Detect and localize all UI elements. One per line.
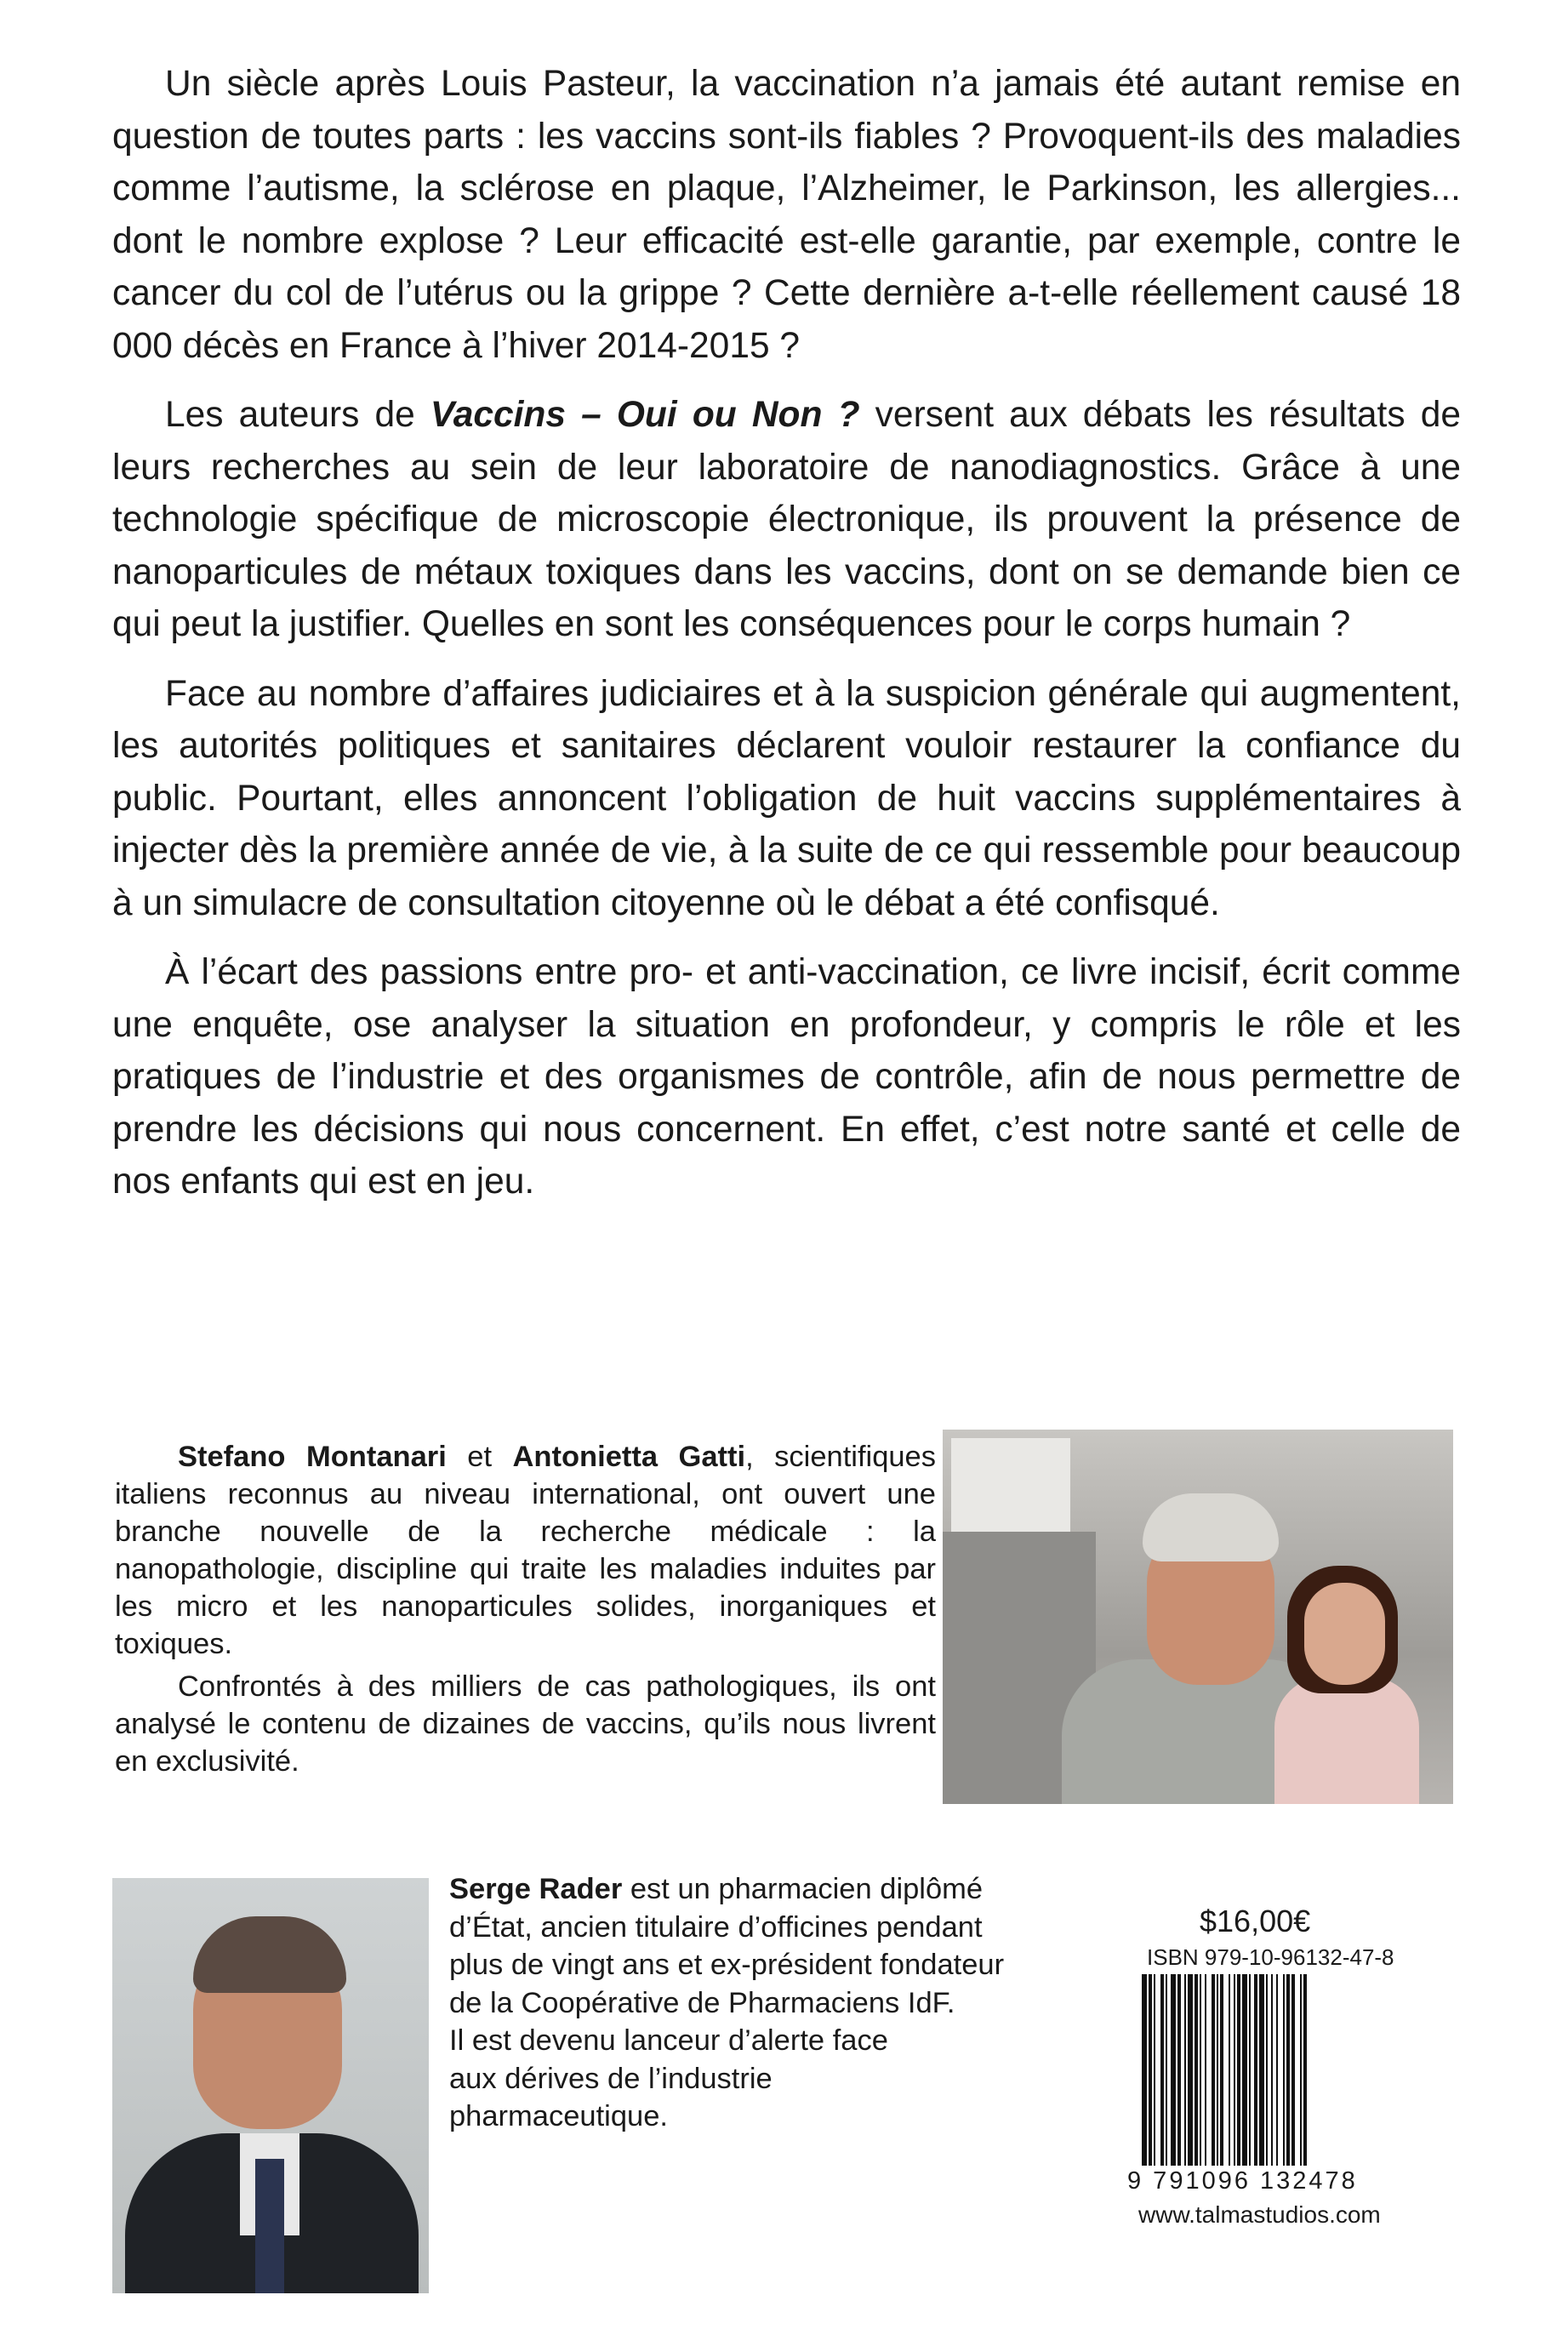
- authors-bio-paragraph-2: Confrontés à des milliers de cas pathologiques, ils ont analysé le contenu de dizaines de vaccins, qu’ils nous livrent en exclusivité.: [115, 1670, 936, 1778]
- author-name-1: Stefano Montanari: [178, 1441, 447, 1473]
- rader-bio-line-6: aux dérives de l’industrie: [449, 2062, 773, 2095]
- paragraph-2-start: Les auteurs de: [165, 395, 430, 435]
- website: www.talmastudios.com: [1138, 2201, 1381, 2228]
- isbn: ISBN 979-10-96132-47-8: [1147, 1944, 1394, 1970]
- rader-bio-line-3: plus de vingt ans et ex-président fondateur: [449, 1949, 1005, 1981]
- paragraph-2-end: versent aux débats les résultats de leurs recherches au sein de leur laboratoire de nanodiagnostics. Grâce à une technologie spécifique de microscopie électronique, ils prouvent la présence de nanoparticules de métaux toxiques dans les vaccins, dont on se demande bien ce qui peut la justifier. Quelles en sont les conséquences pour le corps humain ?: [112, 395, 1461, 644]
- authors-bio-paragraph-1: [115, 1438, 936, 1663]
- author-name-2: Antonietta Gatti: [512, 1441, 746, 1473]
- paragraph-1: Un siècle après Louis Pasteur, la vaccination n’a jamais été autant remise en question de toutes parts : les vaccins sont-ils fiables ? Provoquent-ils des maladies comme l’autisme, la sclérose en plaque, l’Alzheimer, le Parkinson, les allergies... dont le nombre explose ? Leur efficacité est-elle garantie, par exemple, contre le cancer du col de l’utérus ou la grippe ? Cette dernière a-t-elle réellement causé 18 000 décès en France à l’hiver 2014-2015 ?: [112, 64, 1461, 366]
- paragraph-4: À l’écart des passions entre pro- et anti-vaccination, ce livre incisif, écrit comme une enquête, ose analyser la situation en profondeur, y compris le rôle et les pratiques de l’industrie et des organismes de contrôle, afin de nous permettre de prendre les décisions qui nous concernent. En effet, c’est notre santé et celle de nos enfants qui est en jeu.: [112, 952, 1461, 1202]
- rader-bio-line-4: de la Coopérative de Pharmaciens IdF.: [449, 1986, 955, 2019]
- authors-bio-text: , scientifiques italiens reconnus au niveau international, ont ouvert une branche nouvelle de la recherche médicale : la nanopathologie, discipline qui traite les maladies induites par les micro et les nanoparticules solides, inorganiques et toxiques.: [115, 1441, 936, 1660]
- rader-bio-line-7: pharmaceutique.: [449, 2100, 668, 2132]
- book-title: Vaccins – Oui ou Non ?: [430, 395, 860, 435]
- paragraph-3: Face au nombre d’affaires judiciaires et à la suspicion générale qui augmentent, les autorités politiques et sanitaires déclarent vouloir restaurer la confiance du public. Pourtant, elles annoncent l’obligation de huit vaccins supplémentaires à injecter dès la première année de vie, à la suite de ce qui ressemble pour beaucoup à un simulacre de consultation citoyenne où le débat a été confisqué.: [112, 673, 1461, 923]
- authors-photo: [943, 1430, 1453, 1804]
- authors-bio: [115, 1438, 936, 1780]
- price: $16,00€: [1200, 1904, 1311, 1938]
- rader-bio-line-1: Serge Rader est un pharmacien diplômé: [449, 1873, 984, 1905]
- barcode: [1140, 1974, 1455, 2166]
- rader-bio-line-2: d’État, ancien titulaire d’officines pendant: [449, 1910, 983, 1944]
- back-cover-text: [112, 58, 1461, 1208]
- paragraph-2: [112, 389, 1461, 651]
- authors-conjunction: et: [446, 1441, 513, 1473]
- barcode-digits: 9 791096 132478: [1127, 2167, 1358, 2195]
- rader-photo: [112, 1878, 429, 2293]
- rader-bio-line-5: Il est devenu lanceur d’alerte face: [449, 2024, 888, 2057]
- rader-bio: [449, 1870, 1130, 2136]
- rader-name: Serge Rader: [449, 1873, 623, 1905]
